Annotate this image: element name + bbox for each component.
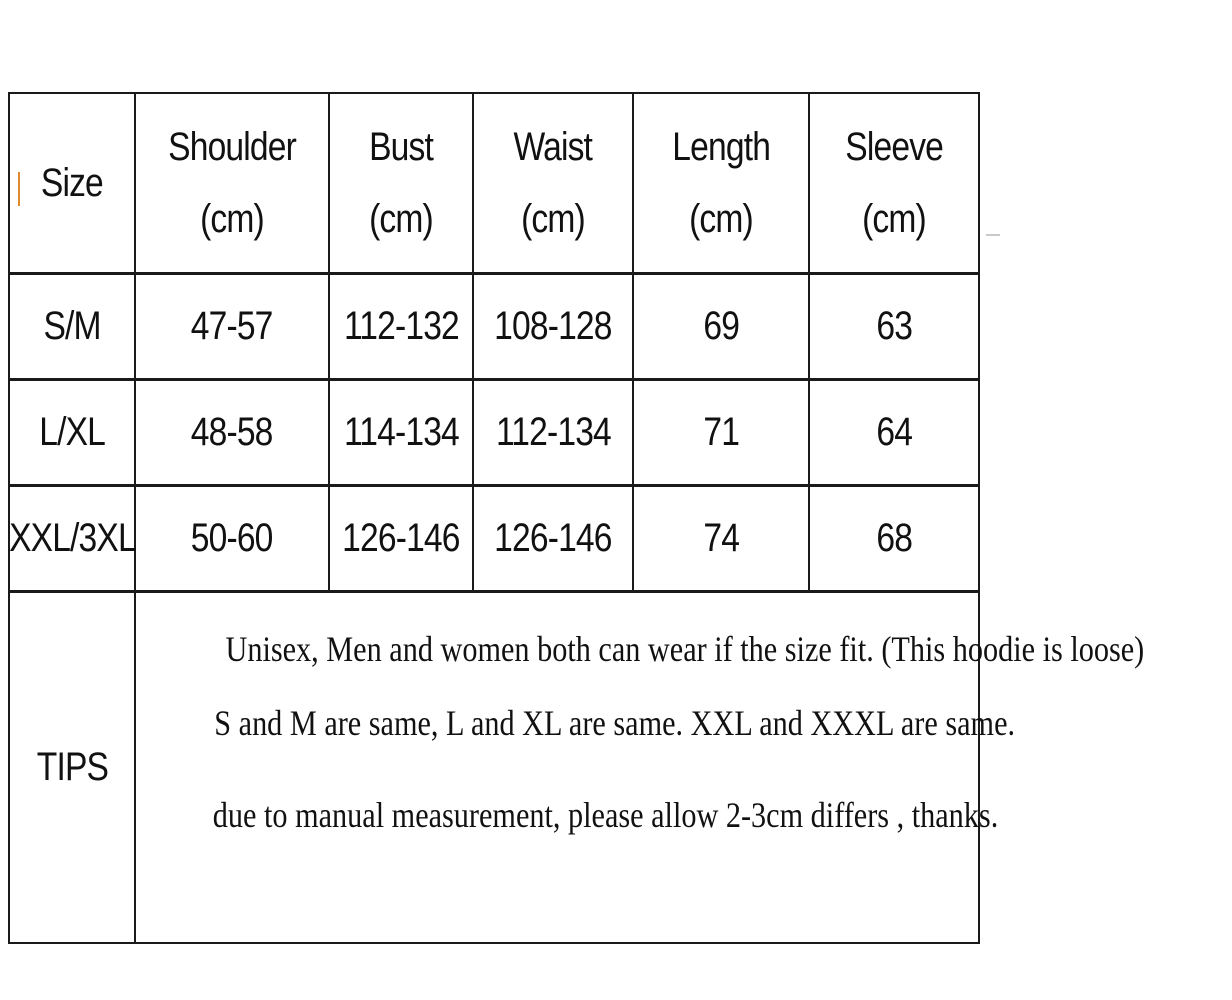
tips-divider — [10, 590, 978, 593]
table-row-xxl-sleeve: 68 — [876, 516, 912, 560]
table-row-xxl-bust: 126-146 — [342, 516, 460, 560]
header-waist-unit: (cm) — [521, 197, 585, 241]
header-size — [10, 94, 134, 272]
header-shoulder-label: Shoulder — [168, 125, 296, 169]
table-row-lxl-bust: 114-134 — [343, 410, 459, 454]
table-row-lxl-shoulder: 48-58 — [191, 410, 273, 454]
header-waist-label: Waist — [513, 125, 593, 169]
header-sleeve-label: Sleeve — [845, 125, 943, 169]
table-row-lxl-waist: 112-134 — [495, 410, 611, 454]
table-row-xxl-waist: 126-146 — [494, 516, 612, 560]
table-row-sm-length: 69 — [703, 304, 739, 348]
table-row-sm-waist: 108-128 — [494, 304, 612, 348]
table-row-sm-sleeve: 63 — [876, 304, 912, 348]
edge-tick — [986, 234, 1000, 236]
tips-content — [138, 594, 1145, 944]
header-waist — [474, 94, 632, 272]
table-row-xxl-shoulder: 50-60 — [191, 516, 273, 560]
table-row-xxl-length: 74 — [703, 516, 739, 560]
header-bust-label: Bust — [369, 125, 433, 169]
header-shoulder-unit: (cm) — [200, 197, 264, 241]
table-row-lxl-sleeve: 64 — [876, 410, 912, 454]
header-length — [634, 94, 808, 272]
header-sleeve-unit: (cm) — [862, 197, 926, 241]
header-bust-unit: (cm) — [369, 197, 433, 241]
header-length-unit: (cm) — [689, 197, 753, 241]
table-row-xxl-size: XXL/3XL — [8, 516, 136, 560]
header-shoulder — [136, 94, 328, 272]
tips-line-1: Unisex, Men and women both can wear if the size fit. (This hoodie is loose) — [225, 629, 1145, 669]
header-size-label: Size — [40, 161, 104, 205]
tips-line-2: S and M are same, L and XL are same. XXL and XXXL are same. — [214, 703, 1016, 743]
table-row-lxl-size: L/XL — [39, 410, 105, 454]
header-length-label: Length — [672, 125, 770, 169]
header-bust — [330, 94, 472, 272]
table-row-sm-bust: 112-132 — [343, 304, 459, 348]
header-sleeve — [810, 94, 978, 272]
tips-label: TIPS — [36, 745, 108, 789]
table-row-lxl-length: 71 — [703, 410, 739, 454]
table-row-sm-shoulder: 47-57 — [191, 304, 273, 348]
table-row-sm-size: S/M — [43, 304, 101, 348]
size-chart-table — [8, 92, 1145, 944]
tips-line-3: due to manual measurement, please allow 2-3cm differs , thanks. — [212, 795, 999, 835]
